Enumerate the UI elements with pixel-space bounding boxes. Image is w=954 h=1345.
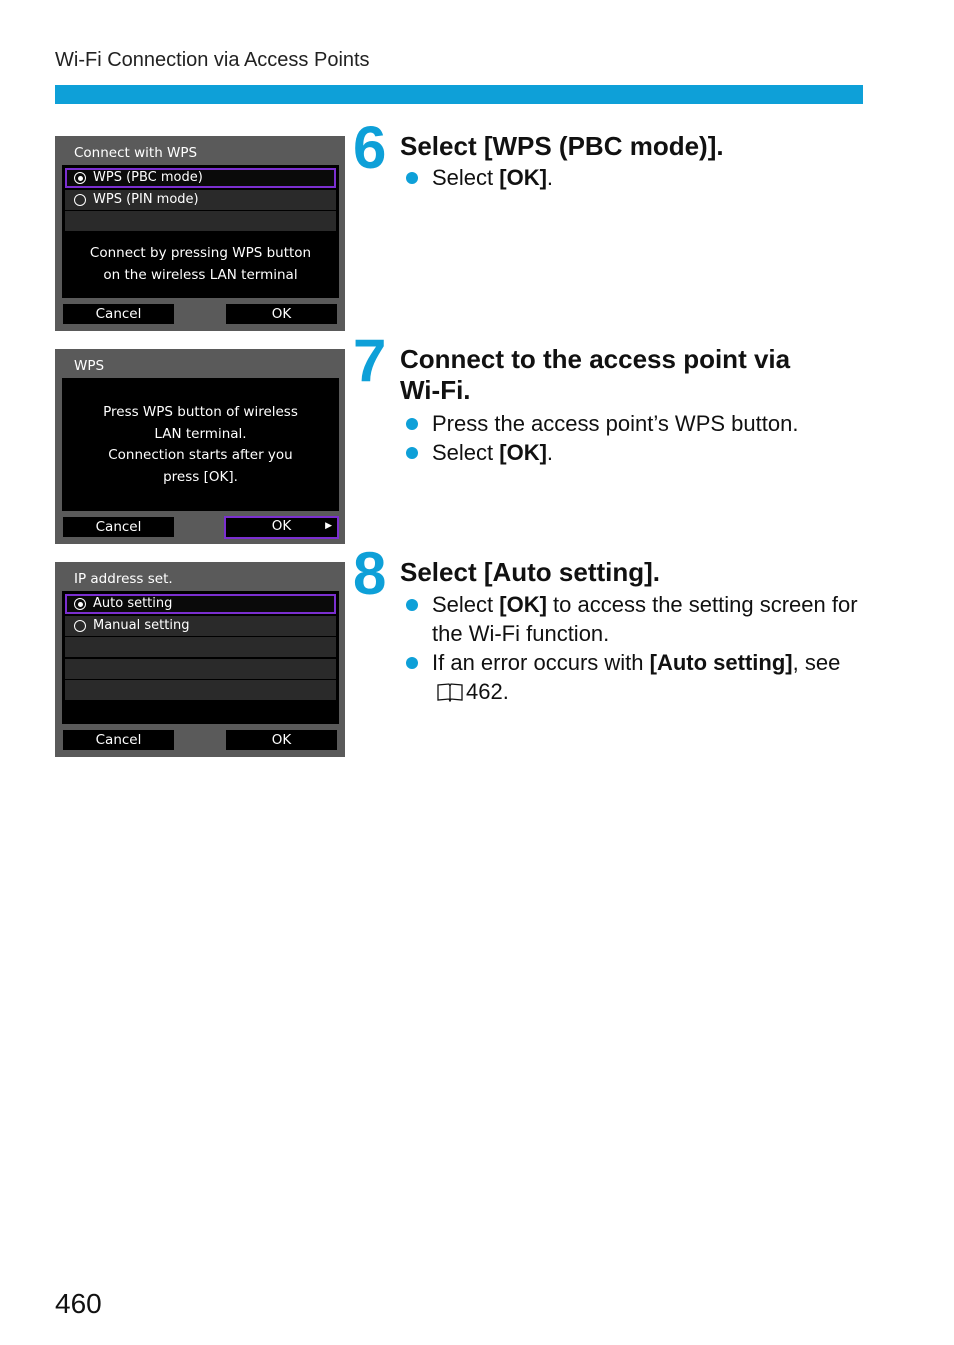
ok-label: OK	[271, 518, 292, 534]
message-line: LAN terminal.	[154, 425, 247, 442]
screen-message	[62, 402, 339, 488]
message-line: Connection starts after you	[108, 447, 293, 463]
cancel-button[interactable]: Cancel	[63, 517, 174, 537]
step-title: Select [WPS (PBC mode)].	[400, 131, 724, 161]
empty-row	[65, 680, 336, 700]
empty-row	[65, 211, 336, 231]
wps-connect-screen	[55, 349, 345, 544]
step-title-line: Connect to the access point via	[400, 344, 791, 374]
empty-row	[65, 637, 336, 657]
screen-panel	[62, 378, 339, 511]
wps-select-screen	[55, 136, 345, 331]
ok-button[interactable]	[224, 516, 339, 539]
ok-button[interactable]: OK	[226, 730, 337, 750]
bullet-item: Select [OK].	[404, 438, 874, 467]
screen-panel	[62, 165, 339, 298]
radio-empty-icon	[74, 620, 86, 632]
step-number: 6	[353, 114, 385, 181]
step-bullets	[404, 409, 874, 467]
option-wps-pbc[interactable]	[65, 168, 336, 188]
page-reference[interactable]: 462	[466, 679, 503, 704]
step-title: Select [Auto setting].	[400, 557, 661, 587]
screen-title: WPS	[74, 358, 105, 374]
screen-title: IP address set.	[74, 571, 173, 587]
header-accent-bar	[55, 85, 863, 104]
step-title	[400, 344, 870, 406]
bullet-item: Press the access point’s WPS button.	[404, 409, 874, 438]
option-label: Auto setting	[93, 596, 173, 611]
triangle-right-icon: ▶	[325, 521, 332, 531]
screen-title: Connect with WPS	[74, 145, 198, 161]
cancel-button[interactable]: Cancel	[63, 730, 174, 750]
radio-selected-icon	[74, 172, 86, 184]
bullet-item: Select [OK] to access the setting screen for the Wi-Fi function.	[404, 590, 870, 648]
option-auto-setting[interactable]	[65, 594, 336, 614]
message-line: press [OK].	[163, 468, 238, 485]
cancel-button[interactable]: Cancel	[63, 304, 174, 324]
step-bullets	[404, 163, 874, 192]
radio-selected-icon	[74, 598, 86, 610]
step-number: 8	[353, 540, 385, 607]
option-label: Manual setting	[93, 617, 190, 633]
running-header: Wi-Fi Connection via Access Points	[55, 49, 370, 71]
radio-empty-icon	[74, 194, 86, 206]
message-line: Press WPS button of wireless	[103, 404, 298, 420]
option-label: WPS (PIN mode)	[93, 191, 199, 207]
ip-address-screen	[55, 562, 345, 757]
empty-row	[65, 659, 336, 679]
screen-message	[62, 243, 339, 286]
option-wps-pin[interactable]	[65, 190, 336, 210]
option-manual-setting[interactable]	[65, 616, 336, 636]
message-line: on the wireless LAN terminal	[103, 266, 298, 283]
step-title-line: Wi-Fi.	[400, 375, 471, 405]
book-icon	[436, 682, 464, 702]
bullet-item: If an error occurs with [Auto setting], see 462.	[404, 648, 870, 706]
step-bullets	[404, 590, 870, 706]
bullet-item: Select [OK].	[404, 163, 874, 192]
step-number: 7	[353, 327, 385, 394]
option-label: WPS (PBC mode)	[93, 170, 203, 185]
page-number: 460	[55, 1288, 102, 1319]
ok-button[interactable]: OK	[226, 304, 337, 324]
screen-panel	[62, 591, 339, 724]
message-line: Connect by pressing WPS button	[89, 245, 312, 261]
